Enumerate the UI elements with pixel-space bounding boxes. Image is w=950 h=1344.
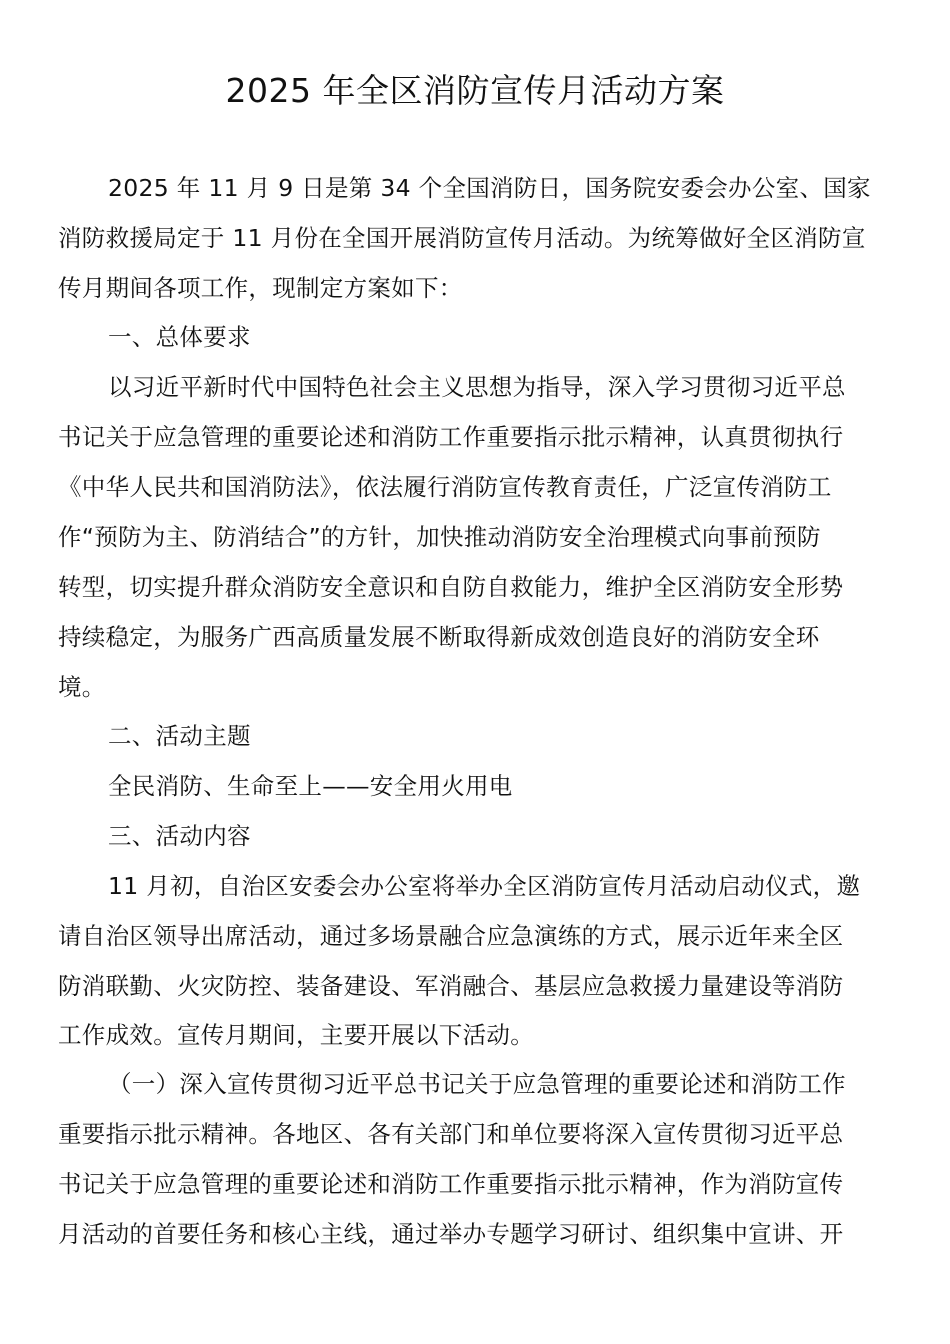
- paragraph-line: 11 月初，自治区安委会办公室将举办全区消防宣传月活动启动仪式，邀: [108, 872, 861, 900]
- paragraph-line: 请自治区领导出席活动，通过多场景融合应急演练的方式，展示近年来全区: [58, 922, 844, 950]
- document-title: 2025 年全区消防宣传月活动方案: [225, 71, 725, 110]
- theme-line: 全民消防、生命至上——安全用火用电: [108, 772, 513, 800]
- paragraph-line: 工作成效。宣传月期间，主要开展以下活动。: [58, 1021, 534, 1049]
- paragraph-line: 书记关于应急管理的重要论述和消防工作重要指示批示精神，作为消防宣传: [58, 1170, 844, 1198]
- section-heading: 三、活动内容: [108, 822, 251, 850]
- subsection-heading: （一）深入宣传贯彻习近平总书记关于应急管理的重要论述和消防工作: [108, 1070, 846, 1098]
- section-heading: 二、活动主题: [108, 722, 251, 750]
- paragraph-line: 以习近平新时代中国特色社会主义思想为指导，深入学习贯彻习近平总: [108, 373, 846, 401]
- paragraph-line: 作“预防为主、防消结合”的方针，加快推动消防安全治理模式向事前预防: [58, 523, 821, 551]
- paragraph-line: 月活动的首要任务和核心主线，通过举办专题学习研讨、组织集中宣讲、开: [58, 1220, 844, 1248]
- paragraph-line: 《中华人民共和国消防法》，依法履行消防宣传教育责任，广泛宣传消防工: [58, 473, 832, 501]
- paragraph-line: 转型，切实提升群众消防安全意识和自防自救能力，维护全区消防安全形势: [58, 573, 844, 601]
- paragraph-line: 传月期间各项工作，现制定方案如下：: [58, 274, 463, 302]
- paragraph-line: 防消联勤、火灾防控、装备建设、军消融合、基层应急救援力量建设等消防: [58, 972, 844, 1000]
- paragraph-line: 境。: [58, 673, 106, 701]
- paragraph-line: 消防救援局定于 11 月份在全国开展消防宣传月活动。为统筹做好全区消防宣: [58, 224, 866, 252]
- paragraph-line: 重要指示批示精神。各地区、各有关部门和单位要将深入宣传贯彻习近平总: [58, 1120, 844, 1148]
- section-heading: 一、总体要求: [108, 323, 251, 351]
- paragraph-line: 书记关于应急管理的重要论述和消防工作重要指示批示精神，认真贯彻执行: [58, 423, 844, 451]
- paragraph-line: 2025 年 11 月 9 日是第 34 个全国消防日，国务院安委会办公室、国家: [108, 174, 871, 202]
- paragraph-line: 持续稳定，为服务广西高质量发展不断取得新成效创造良好的消防安全环: [58, 623, 820, 651]
